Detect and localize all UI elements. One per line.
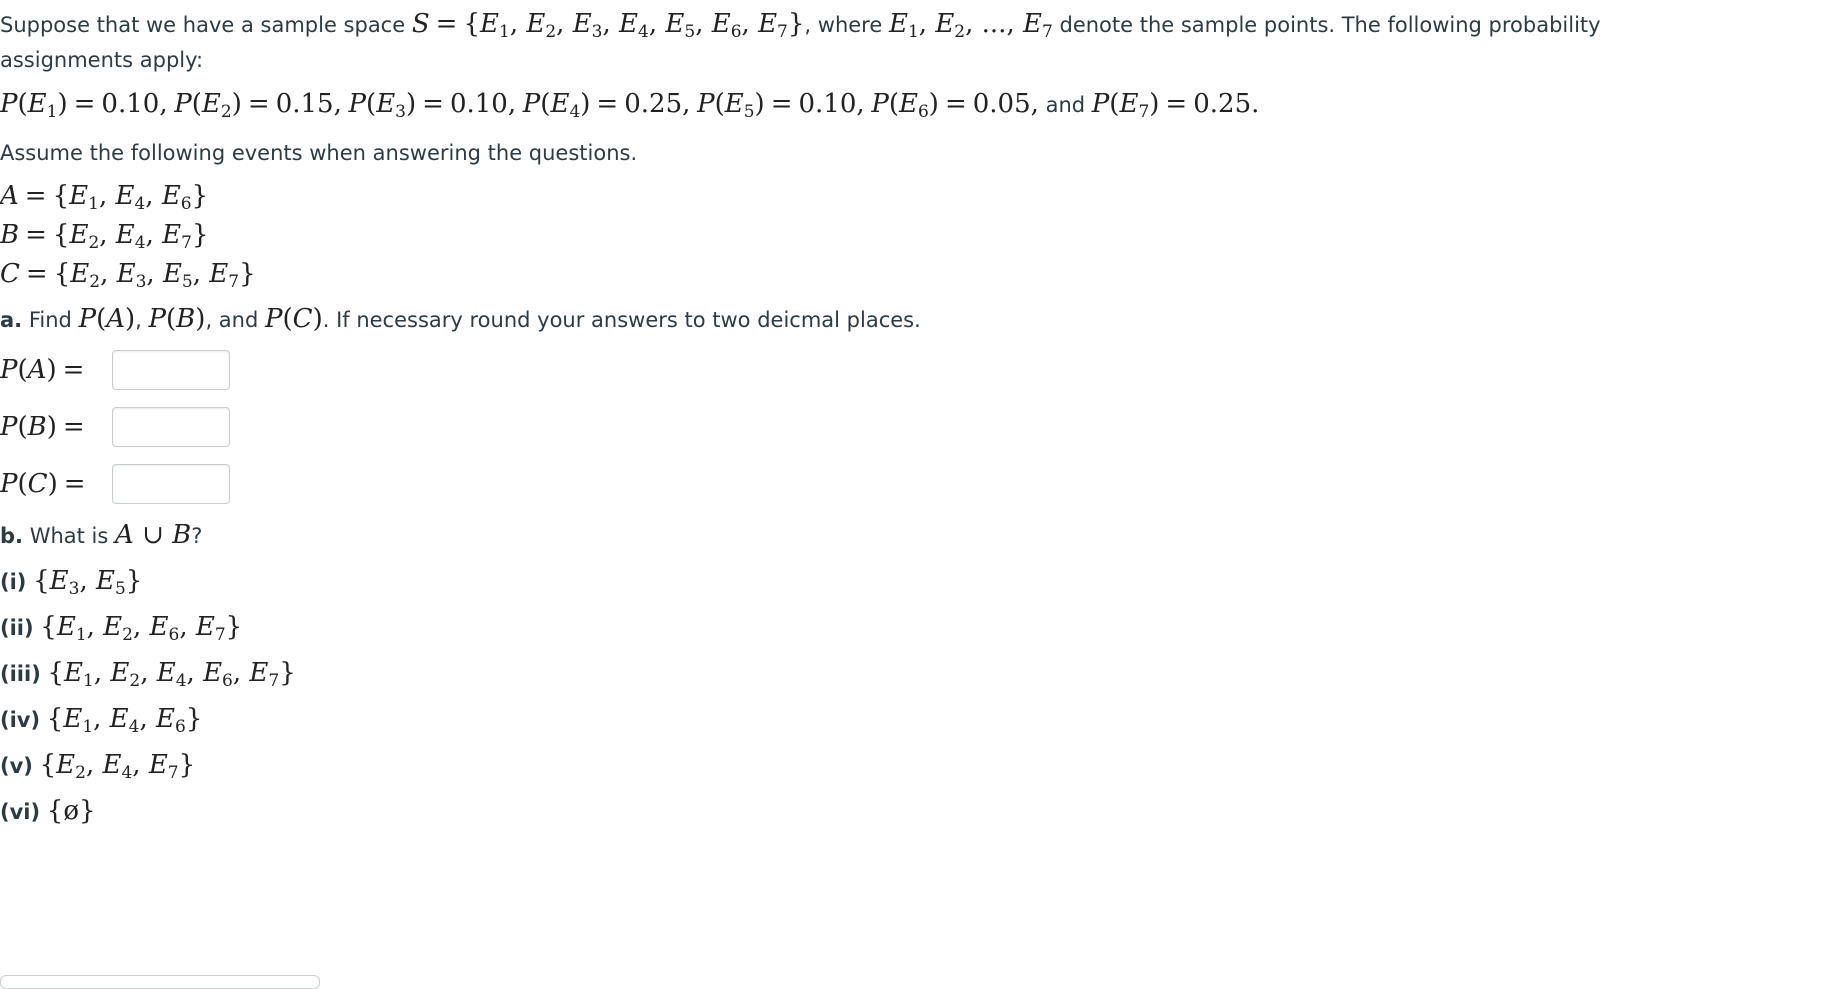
option-vi-set: {ø} [46,796,96,826]
part-a-instructions: . If necessary round your answers to two deicmal places. [322,308,921,332]
option-v[interactable] [0,749,195,783]
union-expression: A ∪ B [115,520,192,550]
part-a-pc: P(C) [265,304,323,334]
event-b: $B = \{E_2$, $E_4$, $E_7$} [0,220,209,253]
pa-label: P(A) = [0,355,85,385]
sample-space-expression: $S = \{E_1$, $E_2$, $E_3$, $E_4$, $E_5$, $E_6$, $E_7$} [411,9,805,42]
assume-text: Assume the following events when answering the questions. [0,141,638,165]
part-a-label: a. [0,308,23,332]
intro-line-1 [0,8,1601,42]
part-b-q: ? [191,524,203,548]
intro-assignments: assignments apply: [0,48,204,72]
option-ii-set: {$E_1$, $E_2$, $E_6$, $E_7$} [40,612,243,645]
option-iii[interactable] [0,657,296,691]
event-a: $A = \{E_1$, $E_4$, $E_6$} [0,181,209,214]
prob-e4: $P(E_4) = 0.25$, [522,89,691,122]
pb-label: P(B) = [0,412,85,442]
part-b-label: b. [0,524,24,548]
intro-text-2: denote the sample points. The following probability [1059,13,1601,37]
option-iii-label: (iii) [0,662,41,686]
part-b-prompt [0,519,202,553]
pb-input[interactable] [112,407,230,447]
option-iv[interactable] [0,703,202,737]
pc-label: P(C) = [0,469,86,499]
option-v-label: (v) [0,754,33,778]
option-iv-label: (iv) [0,708,41,732]
dropdown-edge[interactable] [0,975,320,989]
probability-assignments [0,88,1259,122]
option-vi-label: (vi) [0,800,41,824]
intro-text: Suppose that we have a sample space [0,13,406,37]
prob-e7: $P(E_7) = 0.25$. [1091,89,1260,122]
option-iv-set: {$E_1$, $E_4$, $E_6$} [46,704,203,737]
part-a-find: Find [28,308,72,332]
prob-e2: $P(E_2) = 0.15$, [174,89,342,122]
option-v-set: {$E_2$, $E_4$, $E_7$} [39,750,196,783]
pc-input[interactable] [112,464,230,504]
prob-e3: $P(E_3) = 0.10$, [348,89,517,122]
intro-line-2 [0,47,203,74]
option-i[interactable] [0,565,142,599]
intro-where: , where [804,13,883,37]
part-b-what: What is [29,524,109,548]
pb-answer-row [0,407,230,447]
option-iii-set: {$E_1$, $E_2$, $E_4$, $E_6$, $E_7$} [47,658,296,691]
part-a-pb: P(B) [148,304,206,334]
and-text: and [1045,93,1086,117]
sample-points-expression: $E_1$, $E_2$, ..., $E_7$ [888,9,1053,42]
pa-input[interactable] [112,350,230,390]
prob-e5: $P(E_5) = 0.10$, [697,89,865,122]
event-c: $C = \{E_2$, $E_3$, $E_5$, $E_7$} [0,259,256,292]
option-ii[interactable] [0,611,242,645]
pa-answer-row [0,350,230,390]
option-i-set: {$E_3$, $E_5$} [33,566,143,599]
part-a-prompt: a. Find P(A), P(B), and P(C). If necessary round your answers to two deicmal places. [0,304,921,334]
part-a-and: and [218,308,259,332]
option-vi[interactable] [0,795,96,829]
prob-e1: $P(E_1) = 0.10$, [0,89,168,122]
pc-answer-row [0,464,230,504]
prob-e6: $P(E_6) = 0.05$, [871,89,1039,122]
option-ii-label: (ii) [0,616,34,640]
part-a-pa: P(A) [78,304,136,334]
option-i-label: (i) [0,570,27,594]
